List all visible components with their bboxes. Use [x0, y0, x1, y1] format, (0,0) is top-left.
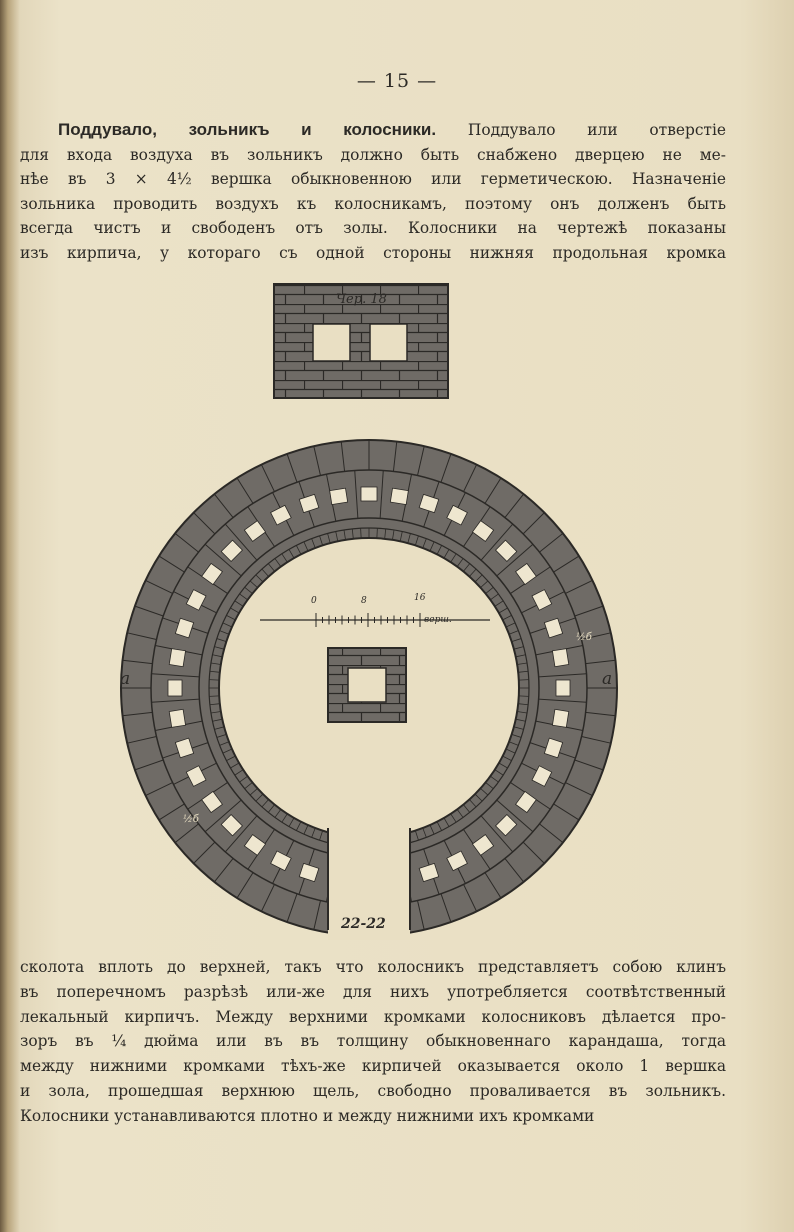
- joint-line: [209, 696, 219, 697]
- text-line: между нижними кромками тѣхъ-же кирпичей оказывается около 1 вершка: [20, 1057, 726, 1076]
- plan-view: [120, 440, 617, 940]
- section-label: 22-22: [341, 916, 386, 932]
- dimension-mark: ½б: [576, 632, 592, 643]
- air-opening: [552, 649, 568, 667]
- page-number: — 15 —: [356, 70, 438, 92]
- text-line: Поддувало или отверстіе: [467, 121, 726, 139]
- text-line: въ поперечномъ разрѣзѣ или-же для нихъ употребляется соотвѣтственный: [20, 982, 726, 1001]
- air-opening: [361, 487, 377, 501]
- text-line: зольника проводить воздухъ къ колосникамъ, поэтому онъ долженъ быть: [20, 194, 726, 213]
- scale-label-0: 0: [311, 596, 317, 606]
- air-opening: [169, 649, 185, 667]
- text-line: и зола, прошедшая верхнюю щель, свободно проваливается въ зольникъ.: [20, 1081, 726, 1100]
- text-line: зоръ въ ¼ дюйма или въ въ толщину обыкновеннаго карандаша, тогда: [20, 1032, 726, 1051]
- air-opening: [330, 488, 348, 504]
- section-mark-left: a: [120, 669, 131, 689]
- scale-unit: верш.: [424, 615, 452, 625]
- bottom-paragraph: [20, 955, 726, 1129]
- joint-line: [519, 696, 529, 697]
- section-mark-right: a: [602, 669, 613, 689]
- text-line: лекальный кирпичъ. Между верхними кромками колосниковъ дѣлается про-: [20, 1007, 726, 1026]
- text-line: всегда чистъ и свободенъ отъ золы. Колосники на чертежѣ показаны: [20, 219, 726, 238]
- section-title: Поддувало, зольникъ и колосники.: [58, 120, 437, 139]
- air-opening: [169, 709, 185, 727]
- scale-label-16: 16: [414, 593, 426, 603]
- air-opening: [390, 488, 408, 504]
- joint-line: [377, 528, 378, 538]
- figure-number: Чер. 18: [336, 292, 387, 307]
- joint-line: [209, 680, 219, 681]
- text-line: для входа воздуха въ зольникъ должно быть снабжено дверцею не ме-: [20, 145, 726, 164]
- text-line: Колосники устанавливаются плотно и между нижними ихъ кромками: [20, 1106, 595, 1125]
- air-opening: [556, 680, 570, 696]
- dimension-mark: ½б: [183, 814, 199, 825]
- joint-line: [519, 680, 529, 681]
- text-line: нѣе въ 3 × 4½ вершка обыкновенною или герметическою. Назначеніе: [20, 170, 726, 189]
- joint-line: [361, 528, 362, 538]
- scale-label-8: 8: [361, 596, 367, 606]
- air-opening: [168, 680, 182, 696]
- air-opening: [552, 709, 568, 727]
- text-line: изъ кирпича, у котораго съ одной стороны нижняя продольная кромка: [20, 243, 726, 262]
- section-view: [274, 284, 448, 398]
- text-line: сколота вплоть до верхней, такъ что колосникъ представляетъ собою клинъ: [20, 958, 726, 976]
